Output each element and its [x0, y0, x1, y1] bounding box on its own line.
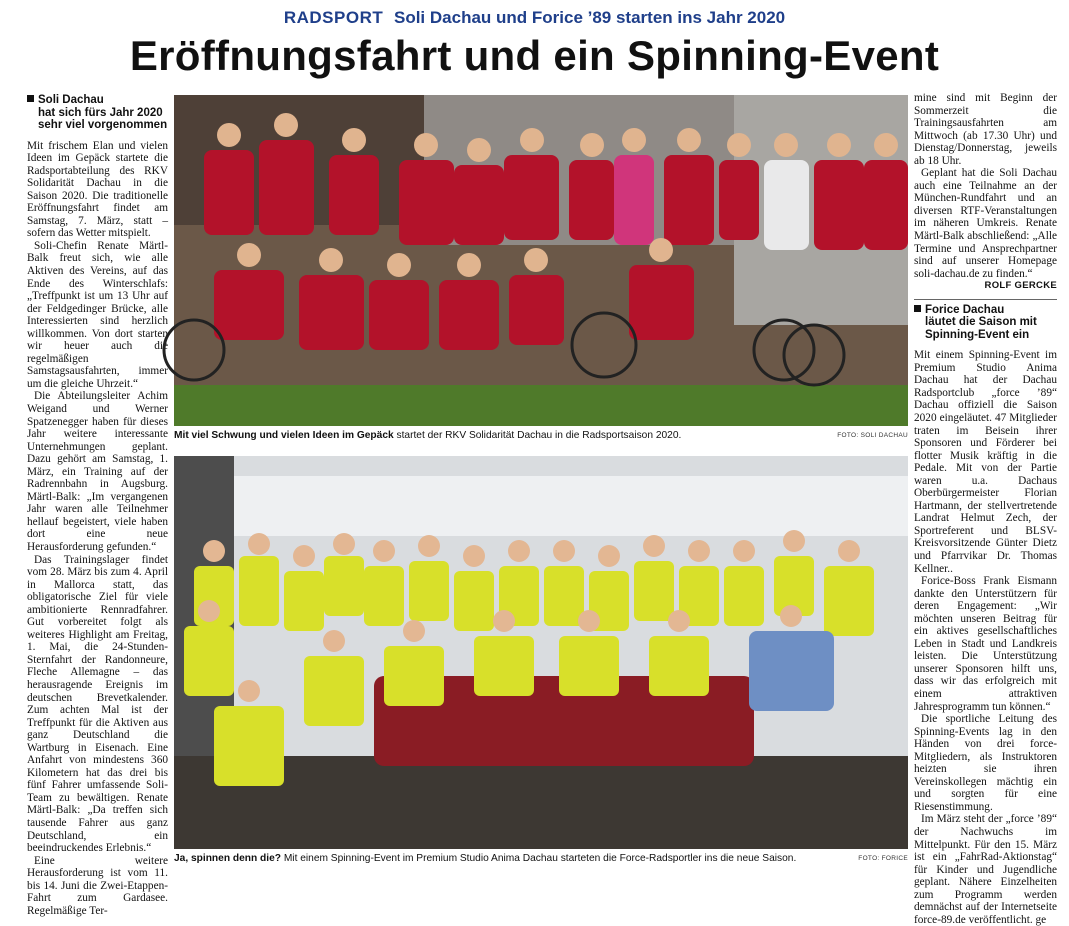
bullet-square-icon [27, 95, 34, 102]
paragraph: Die Abteilungsleiter Achim Weigand und Werner Spatzenegger haben für dieses Jahr weitere interessante Unternehmungen geplant. Dazu gehört am Samstag, 1. März, ein Training auf der Radrennbahn in Augsburg. Märtl-Balk: „Im vergangenen Jahr waren alle Teilnehmer hellauf begeistert, viele haben dort eine neue Herausforderung gefunden.“ [27, 390, 168, 553]
photo-forice-spinning-group [174, 456, 908, 849]
group-photo-illustration [174, 456, 908, 849]
article-headline: Eröffnungsfahrt und ein Spinning-Event [129, 32, 940, 79]
caption-bottom-photo: Ja, spinnen denn die? Mit einem Spinning-Event im Premium Studio Anima Dachau starteten die Force-Radsportler ins die neue Saison. FOTO: FORICE [174, 853, 908, 864]
paragraph: Forice-Boss Frank Eismann dankte den Unterstützern für deren Engagement: „Wir möchten unseren Beitrag für ein aktives gesellschaftliches Leben in Stadt und Landkreis leisten. Die Unterstützung unserer Sponsoren hilft uns, dass wir das erfolgreich mit einem attraktiven Jahresprogramm tun können.“ [914, 575, 1057, 713]
paragraph: Im März steht der „force ’89“ der Nachwuchs im Mittelpunkt. Für den 15. März ist ein „FahrRad-Aktionstag“ für Kinder und Jugendliche geplant. Nähere Einzelheiten zum Programm werden demnächst auf der Internetseite force-89.de veröffentlicht. ge [914, 813, 1057, 926]
paragraph: Mit frischem Elan und vielen Ideen im Gepäck startete die Radsportabteilung des RKV Solidarität Dachau in die Saison 2020. Die traditionelle Eröffnungsfahrt findet am Samstag, 7. März, statt – sofern das Wetter mitspielt. [27, 139, 168, 240]
article-kicker [0, 8, 1069, 28]
paragraph: Soli-Chefin Renate Märtl-Balk freut sich, wie alle Aktiven des Vereins, auf das Ende des Winterschlafs: „Treffpunkt ist um 13 Uhr auf der Feldgedinger Brücke, alle Interessierten sind herzlich willkommen. Von dort starten wir heuer auch die regelmäßigen Samstagsausfahrten, immer um die gleiche Uhrzeit.“ [27, 239, 168, 390]
paragraph: Eine weitere Herausforderung ist vom 11. bis 14. Juni die Zwei-Etappen-Fahrt zum Gardasee. Regelmäßige Ter- [27, 854, 168, 917]
paragraph: Das Trainingslager findet vom 28. März bis zum 4. April in Mallorca statt, das obligatorische Ziel für viele ambitionierte Rennradfahrer. Gut vorbereitet folgt als weiteres Highlight am Freitag, 1. Mai, die 24-Stunden-Sternfahrt der Randonneure, Fleche Allemagne – das herausragende Ereignis im deutschen Brevetkalender. Zum achten Mal ist der Treffpunkt für die Aktiven aus ganz Deutschland die Wartburg in Eisenach. Eine Anfahrt von mindestens 360 Kilometern hat das drei bis fünf Fahrer umfassende Soli-Team zu bewältigen. Renate Märtl-Balk: „Da treffen sich tausende Fahrer aus ganz Deutschland, ein beeindruckendes Erlebnis.“ [27, 553, 168, 855]
section-divider [914, 299, 1057, 300]
paragraph: mine sind mit Beginn der Sommerzeit die Trainingsausfahrten am Mittwoch (ab 17.30 Uhr) und Dienstag/Donnerstag, jeweils ab 18 Uhr. [914, 92, 1057, 167]
left-text-column [27, 92, 168, 917]
photo-credit: FOTO: SOLI DACHAU [837, 432, 908, 439]
bullet-square-icon [914, 305, 921, 312]
right-subhead: Forice Dachau läutet die Saison mit Spinning-Event ein [914, 304, 1057, 342]
topic-label: RADSPORT [283, 8, 384, 27]
team-photo-illustration [174, 95, 908, 426]
photo-credit: FOTO: FORICE [858, 855, 908, 862]
caption-top-photo: Mit viel Schwung und vielen Ideen im Gepäck startet der RKV Solidarität Dachau in die Radsportsaison 2020. FOTO: SOLI DACHAU [174, 430, 908, 441]
paragraph: Die sportliche Leitung des Spinning-Events lag in den Händen von drei force-Mitgliedern, als Instruktoren heizten sie ihren Vereinskollegen mächtig ein und sorgten für eine Riesenstimmung. [914, 713, 1057, 813]
right-text-column [914, 92, 1057, 926]
author-byline: ROLF GERCKE [984, 280, 1057, 292]
left-subhead: Soli Dachau hat sich fürs Jahr 2020 sehr viel vorgenommen [27, 94, 168, 132]
photo-soli-dachau-team [174, 95, 908, 426]
article-subtitle: Soli Dachau und Forice ’89 starten ins Jahr 2020 [393, 8, 786, 27]
paragraph: Geplant hat die Soli Dachau auch eine Teilnahme an der München-Rundfahrt und an diversen RTF-Veranstaltungen im näheren Umkreis. Renate Märtl-Balk abschließend: „Alle Termine und Ansprechpartner sind auf unserer Homepage soli-dachau.de zu finden.“ [914, 167, 1057, 280]
paragraph: Mit einem Spinning-Event im Premium Studio Anima Dachau hat der Dachau Radsportclub „force ’89“ Dachau offiziell die Saison 2020 eingeläutet. 47 Mitglieder traten im Beisein ihrer Sponsoren und Förderer bei flotter Musik kräftig in die Pedale. Mit von der Partie waren u.a. Dachaus Oberbürgermeister Florian Hartmann, der stellvertretende Landrat Helmut Zech, der Sportreferent und BLSV-Kreisvorsitzende Günter Dietz und Pfarrvikar Dr. Thomas Kellner.. [914, 349, 1057, 575]
